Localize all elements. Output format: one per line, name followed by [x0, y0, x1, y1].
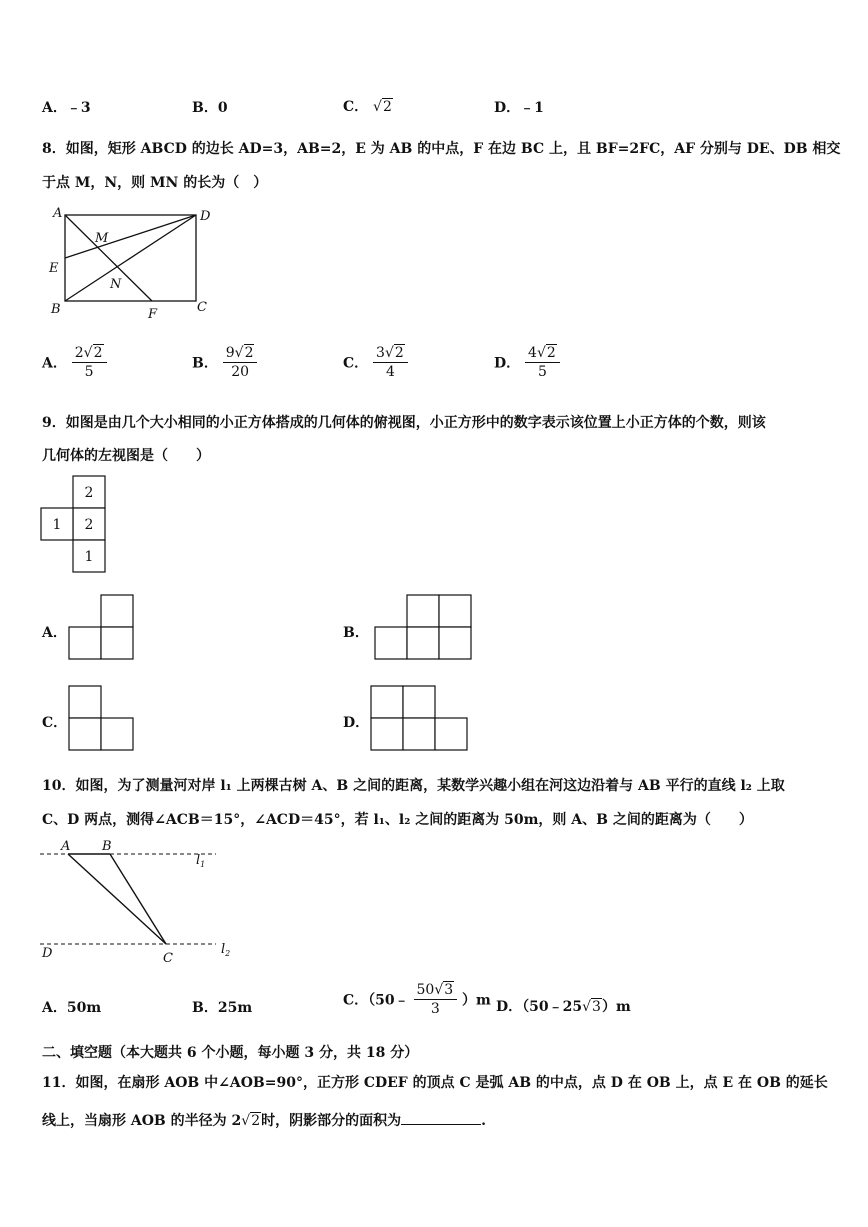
q9-option-b-label: B．	[343, 625, 369, 641]
q10-option-d-label: D．（50﹣25	[496, 999, 583, 1015]
label-m: M	[95, 231, 109, 246]
q7-option-b: B．0	[192, 100, 228, 116]
q7-option-c	[343, 96, 393, 116]
q11-text-line1: 11．如图，在扇形 AOB 中∠AOB=90°，正方形 CDEF 的顶点 C 是弧 AB 的中点，点 D 在 OB 上，点 E 在 OB 的延长	[42, 1075, 828, 1091]
q8-option-b	[192, 345, 257, 380]
top-view-count: 2	[84, 485, 94, 501]
section-heading: 二、填空题（本大题共 6 个小题，每小题 3 分，共 18 分）	[42, 1045, 419, 1061]
label-a: A	[53, 206, 63, 221]
q9-option-c-figure	[66, 683, 136, 753]
fraction: $\frac{3√2}{4}$	[373, 345, 408, 380]
radicand: 2	[251, 1113, 261, 1129]
segment-af	[65, 215, 152, 301]
q8-option-b-label: B．	[192, 355, 218, 372]
q11-text-pre: 线上，当扇形 AOB 的半径为 2	[42, 1113, 242, 1129]
fraction: $\frac{4√2}{5}$	[525, 345, 560, 380]
radicand: 3	[444, 982, 454, 998]
q10-option-a: A．50m	[42, 1000, 102, 1016]
coefficient: 9	[225, 345, 235, 361]
q10-option-d: D．（50﹣25√3）m	[496, 999, 631, 1015]
sqrt-expression: √2	[373, 99, 392, 115]
label-n: N	[110, 277, 122, 292]
q9-top-view-grid	[38, 473, 110, 577]
radicand: 2	[546, 345, 556, 361]
radicand: 3	[592, 999, 601, 1015]
fraction: $\frac{2√2}{5}$	[72, 345, 107, 380]
q8-option-a	[42, 345, 107, 380]
coefficient: 3	[376, 345, 385, 361]
denominator: 3	[430, 1001, 440, 1017]
q10-option-c-tail: ）m	[462, 992, 491, 1009]
label-c: C	[197, 300, 207, 315]
q11-text-line2: 线上，当扇形 AOB 的半径为 2√2时，阴影部分的面积为 .	[42, 1113, 486, 1129]
top-view-count: 1	[84, 549, 94, 565]
label-c: C	[163, 951, 173, 966]
radicand: 2	[394, 345, 404, 361]
q8-text-line2: 于点 M，N，则 MN 的长为（ ）	[42, 175, 268, 191]
coefficient: 50	[416, 982, 435, 998]
q9-option-d-figure	[368, 683, 470, 753]
q10-option-d-tail: ）m	[601, 999, 631, 1015]
q9-text-line2: 几何体的左视图是（ ）	[42, 448, 210, 464]
q10-option-c-label: C．（50﹣	[343, 992, 409, 1009]
denominator: 5	[84, 364, 94, 380]
label-f: F	[148, 307, 158, 322]
denominator: 4	[385, 364, 395, 380]
label-b: B	[51, 302, 61, 317]
fraction: $\frac{9√2}{20}$	[223, 345, 258, 380]
label-l2: $l_2$	[221, 942, 231, 958]
label-b: B	[102, 839, 112, 854]
label-a: A	[61, 839, 71, 854]
label-d: D	[200, 209, 211, 224]
q9-option-d-label: D．	[343, 715, 370, 731]
answer-blank[interactable]	[401, 1112, 481, 1125]
q8-option-a-label: A．	[42, 355, 67, 372]
q9-option-a-figure	[66, 592, 136, 662]
fraction: $\frac{50√3}{3}$	[414, 982, 458, 1017]
q8-rectangle-figure	[40, 200, 230, 325]
denominator: 20	[231, 364, 250, 380]
radicand: 2	[382, 99, 392, 115]
q10-option-c	[343, 982, 491, 1017]
q9-option-c-label: C．	[42, 715, 68, 731]
segment-ac	[68, 854, 166, 944]
q10-text-line2: C、D 两点，测得∠ACB＝15°，∠ACD＝45°，若 l₁、l₂ 之间的距离为 50m，则 A、B 之间的距离为（ ）	[42, 812, 753, 828]
coefficient: 4	[528, 345, 537, 361]
q11-text-post: 时，阴影部分的面积为	[261, 1113, 402, 1129]
q10-text-line1: 10．如图，为了测量河对岸 l₁ 上两棵古树 A、B 之间的距离，某数学兴趣小组在河这边沿着与 AB 平行的直线 l₂ 上取	[42, 778, 785, 794]
q10-option-b: B．25m	[192, 1000, 253, 1016]
q8-option-d-label: D．	[494, 355, 521, 372]
q7-option-d: D．﹣1	[494, 100, 544, 116]
segment-bc	[110, 854, 166, 944]
q9-option-a-label: A．	[42, 625, 67, 641]
q7-option-a: A．﹣3	[42, 100, 91, 116]
label-l1: $l_1$	[196, 853, 206, 869]
top-view-count: 1	[52, 517, 62, 533]
q10-river-figure	[38, 836, 238, 968]
q8-option-d	[494, 345, 560, 380]
q9-text-line1: 9．如图是由几个大小相同的小正方体搭成的几何体的俯视图，小正方形中的数字表示该位置上小正方体的个数，则该	[42, 415, 766, 431]
label-e: E	[49, 261, 59, 276]
q8-text-line1: 8．如图，矩形 ABCD 的边长 AD=3，AB=2，E 为 AB 的中点，F 在边 BC 上，且 BF=2FC，AF 分别与 DE、DB 相交	[42, 141, 841, 157]
q9-option-b-figure	[372, 592, 474, 662]
label-d: D	[42, 946, 53, 961]
segment-bd	[65, 215, 196, 301]
radicand: 2	[244, 345, 254, 361]
q11-text-end: .	[481, 1113, 486, 1129]
radicand: 2	[93, 345, 103, 361]
q7-option-c-label: C．	[343, 99, 369, 115]
q8-option-c-label: C．	[343, 355, 369, 372]
denominator: 5	[537, 364, 547, 380]
q8-option-c	[343, 345, 408, 380]
coefficient: 2	[74, 345, 84, 361]
segment-de	[65, 215, 196, 258]
top-view-count: 2	[84, 517, 94, 533]
